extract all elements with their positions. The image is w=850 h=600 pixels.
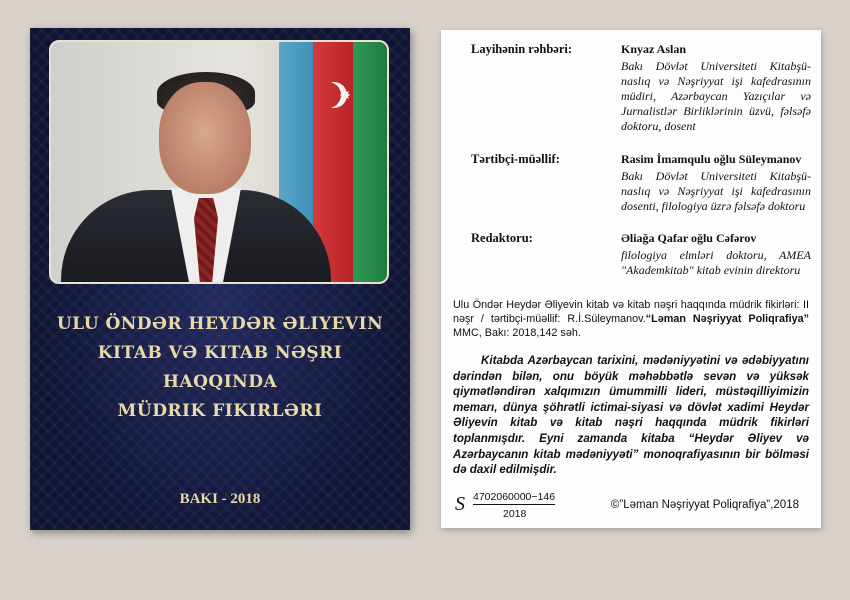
credit-person bbox=[621, 42, 811, 134]
credit-desc: Bakı Dövlət Universiteti Kitabşü-naslıq və Nəşriyyat işi kafedrasının dosenti, filologiya üzrə fəlsəfə doktoru bbox=[621, 169, 811, 213]
bibliographic-citation bbox=[453, 298, 809, 340]
credit-role: Redaktoru: bbox=[471, 231, 533, 245]
credit-role: Layihənin rəhbəri: bbox=[471, 42, 573, 56]
citation-text-end: MMC, Bakı: 2018,142 səh. bbox=[453, 327, 581, 339]
credit-role: Tərtibçi-müəllif: bbox=[471, 152, 560, 166]
index-numerator: 4702060000−146 bbox=[473, 491, 556, 503]
credit-name: Əliağa Qafar oğlu Cəfərov bbox=[621, 231, 757, 245]
flag-stripe-green bbox=[353, 42, 387, 282]
star-icon: ✸ bbox=[339, 88, 351, 104]
cover-title-line: KITAB VƏ KITAB NƏŞRI HAQQINDA bbox=[97, 343, 343, 392]
portrait-photo bbox=[49, 40, 389, 284]
cover-title-line: ULU ÖNDƏR HEYDƏR ƏLIYEVIN bbox=[56, 314, 384, 334]
portrait-head bbox=[159, 82, 251, 194]
citation-text: Ulu Öndər Heydər Əliyevin kitab və kitab nəşri haqqında müdrik fikirləri: II nəşr / tərtibçi-müəllif: R.İ.Süleymanov. bbox=[453, 299, 809, 325]
info-page bbox=[441, 30, 821, 528]
index-denominator: 2018 bbox=[503, 508, 527, 520]
copyright: ©”Ləman Nəşriyyat Poliqrafiya”,2018 bbox=[610, 499, 799, 511]
index-letter: S bbox=[455, 493, 465, 515]
credit-desc: filologiya elmləri doktoru, AMEA "Akademkitab" kitab evinin direktoru bbox=[621, 248, 811, 277]
credit-desc: Bakı Dövlət Universiteti Kitabşü-naslıq və Nəşriyyat işi kafedrasının müdiri, Azərbaycan Yazıçılar və Jurnalistlər Birliklərinin üzvü, fəlsəfə doktoru, dosent bbox=[621, 59, 811, 133]
cover-city-year: BAKI - 2018 bbox=[179, 491, 261, 507]
cover-title bbox=[40, 310, 400, 426]
citation-publisher: “Ləman Nəşriyyat Poliqrafiya” bbox=[645, 313, 809, 325]
credit-name: Rasim İmamqulu oğlu Süleymanov bbox=[621, 152, 802, 166]
book-cover bbox=[30, 28, 410, 530]
annotation: Kitabda Azərbaycan tarixini, mədəniyyətini və ədəbiyyatını dərindən bilən, onu böyük məhəbbətlə sevən və yüksək qiymətləndirən xalqımızın ümummilli lideri, müstəqilliyimizin memarı, dünya şöhrətli ictimai-siyasi və dövlət xadimi Heydər Əliyevin kitab və kitab nəşri haqqında müdrik fikirləri toplanmışdır. Eyni zamanda kitaba “Heydər Əliyev və Azərbaycanın kitab mədəniyyəti” monoqrafiyasının bir bölməsi də daxil edilmişdir. bbox=[453, 354, 809, 477]
cover-title-line: MÜDRIK FIKIRLƏRI bbox=[117, 401, 323, 421]
credit-person bbox=[621, 152, 811, 214]
credit-person bbox=[621, 231, 811, 278]
credit-name: Knyaz Aslan bbox=[621, 42, 687, 56]
